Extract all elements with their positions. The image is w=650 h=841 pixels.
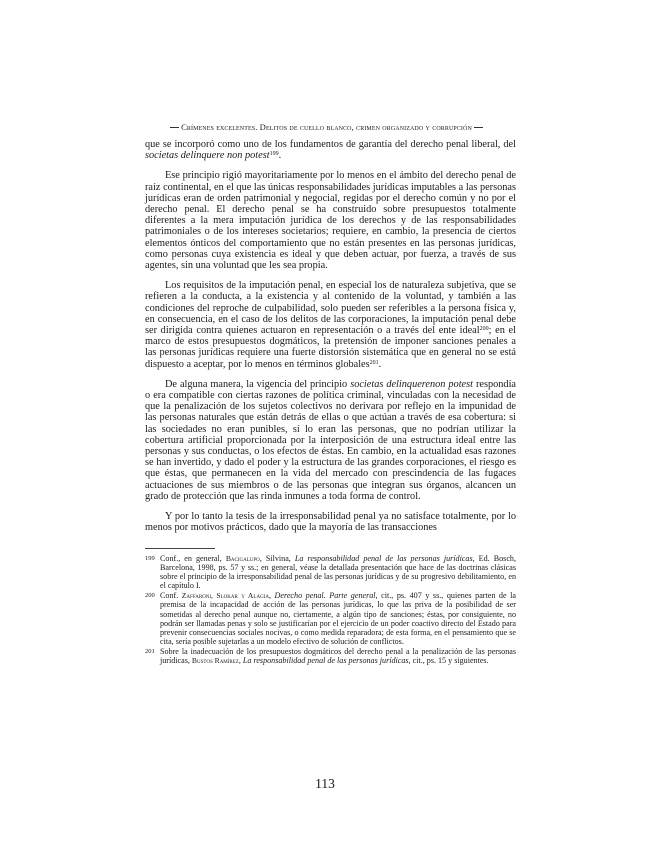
header-left-dash: [170, 127, 179, 128]
text-run: Ese principio rigió mayoritariamente por lo menos en el ámbito del derecho penal de raíz continental, en el que las únicas responsabilidades jurídicas imputables a las personas jurídicas eran de orden patrimonial y negocial, regidas por el derecho común y no por el derecho penal. El derecho penal se ha construido sobre presupuestos totalmente diferentes a la mera imputación jurídica de los derechos y de las responsabilidades patrimoniales o de los intereses societarios; requiere, en cambio, la presencia de ciertos elementos ónticos del comportamiento que no están presentes en las personas jurídicas, como personas cuya existencia es ideal y que deben actuar, por fuerza, a través de sus agentes, sin una voluntad que les sea propia.: [145, 170, 516, 272]
paragraph: [145, 280, 516, 370]
italic-text: Derecho penal. Parte general: [274, 591, 376, 601]
text-run: .: [278, 150, 282, 162]
running-header: [142, 120, 511, 134]
paragraph: [145, 170, 516, 271]
italic-text: societas delinquerenon potest: [350, 378, 473, 390]
paragraph: [145, 379, 516, 502]
footnote-number: 201: [145, 647, 155, 655]
text-run: Conf.: [160, 591, 182, 601]
author-name: Bustos Ramírez: [191, 656, 239, 666]
text-run: , cit., ps. 407 y ss., quienes parten de la premisa de la incapacidad de acción de las personas jurídicas, lo que las priva de la posibilidad de ser sometidas al derecho penal aunque no, ciertamente, a algún tipo de sanciones; éstas, por consiguiente, no podrán ser llamadas penas y solo se justificarían por el ejercicio de un poder coactivo directo del Estado para prevenir consecuencias sociales nocivas, o como medida reparadora; de esta forma, en el pensamiento que se cita, sería posible sujetarlas a un modelo efectivo de solución de conflictos.: [160, 591, 516, 646]
text-run: que se incorporó como uno de los fundamentos de garantía del derecho penal liberal, del: [145, 139, 516, 150]
text-run: respondía o era compatible con ciertas razones de política criminal, vinculadas con la necesidad de que la penalización de los sujetos colectivos no derivara por reflejo en la impunidad de las personas naturales que están detrás de ellas o que actúan a través de esa cobertura: si las sociedades no eran punibles, sí lo eran las personas, que no podrían utilizar la cobertura artificial proporcionada por la interposición de una estructura ideal entre las personas y sus conductas, o los efectos de éstas. En cambio, en la actualidad esas razones se han invertido, y dado el poder y la estructura de las grandes corporaciones, el riesgo es que éstas, que permanecen en la vida del mercado con prescindencia de las fugaces actuaciones de sus miembros o de las personas que integran sus órganos, alcancen un grado de protección que las rinda inmunes a toda forma de control.: [145, 378, 517, 502]
author-name: Bacigalupo: [225, 554, 260, 563]
text-run: .: [378, 358, 382, 370]
footnote-text: [160, 647, 516, 665]
text-run: Conf., en general,: [160, 554, 226, 563]
text-run: Y por lo tanto la tesis de la irresponsabilidad penal ya no satisface totalmente, por lo menos por motivos prácticos, dado que la mayoría de las transacciones: [145, 511, 516, 534]
text-run: , cit., ps. 15 y siguientes.: [408, 656, 489, 666]
italic-text: La responsabilidad penal de las personas jurídicas: [294, 554, 473, 563]
paragraph: [145, 139, 516, 161]
footnote-number: 200: [145, 592, 155, 600]
text-run: De alguna manera, la vigencia del principio: [165, 378, 351, 390]
page-number: 113: [315, 776, 335, 791]
text-run: Sobre la inadecuación de los presupuestos dogmáticos del derecho penal a la penalización de las personas jurídicas,: [160, 646, 516, 666]
text-run: , Silvina,: [259, 554, 295, 563]
footnote: [145, 591, 516, 646]
footnote-text: [160, 554, 516, 590]
footnote-ref[interactable]: 200: [479, 326, 489, 333]
footnote: [145, 647, 516, 665]
italic-text: societas delinquere non potest: [145, 150, 270, 162]
footnote-number: 199: [145, 555, 155, 562]
footnotes: [145, 548, 516, 666]
footnote-ref[interactable]: 199: [269, 151, 279, 158]
header-right-dash: [474, 127, 483, 128]
footnote-separator: [145, 548, 215, 549]
text-run: ,: [268, 591, 275, 601]
paragraph: [145, 511, 516, 533]
text-run: Los requisitos de la imputación penal, en especial los de naturaleza subjetiva, que se refieren a la conducta, a la existencia y al contenido de la voluntad, y también a las condiciones del reproche de culpabilidad, solo pueden ser referibles a la persona física y, en consecuencia, en el caso de los delitos de las corporaciones, la imputación penal debe ser dirigida contra quienes actuaron en representación o a través del ente ideal: [145, 280, 516, 337]
text-run: , Ed. Bosch, Barcelona, 1998, ps. 57 y ss.; en general, véase la detallada presentación que hace de las doctrinas clásicas sobre el principio de la irresponsabilidad penal de las personas jurídicas y de su progresivo debilitamiento, en el capítulo I.: [160, 554, 516, 591]
main-text: [145, 139, 516, 534]
author-name: Zaffaroni, Slokar y Alagia: [181, 591, 269, 601]
footnote-list: [145, 554, 516, 665]
italic-text: La responsabilidad penal de las personas jurídicas: [242, 656, 409, 666]
footnote-text: [160, 591, 516, 646]
running-header-title: Crímenes excelentes. Delitos de cuello blanco, crimen organizado y corrupción: [181, 122, 472, 132]
footnote-ref[interactable]: 201: [369, 359, 379, 366]
text-run: ,: [238, 656, 243, 666]
text-run: ; en el marco de estos presupuestos dogmáticos, la pretensión de imponer sanciones penales a las personas jurídicas requiere una fuerte distorsión sistemática que en general no se está dispuesto a aceptar, por lo menos en términos globales: [145, 325, 516, 370]
footnote: [145, 554, 516, 590]
